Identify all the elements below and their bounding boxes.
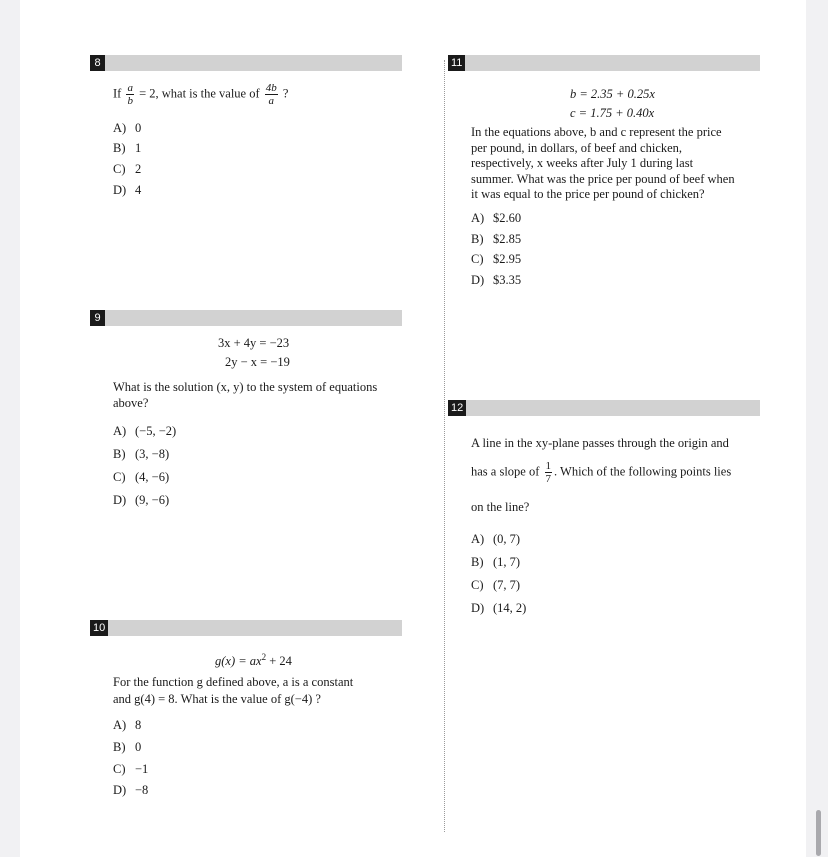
- choice-b[interactable]: B) $2.85: [471, 232, 522, 246]
- stem-text: ?: [282, 86, 289, 101]
- choice-d[interactable]: D) 4: [113, 183, 142, 197]
- question-11-header: [448, 55, 760, 71]
- equation-2: 2y − x = −19: [225, 355, 290, 369]
- stem-line: per pound, in dollars, of beef and chicken,: [471, 141, 683, 155]
- scrollbar-thumb[interactable]: [816, 810, 821, 856]
- choice-a[interactable]: A) $2.60: [471, 211, 522, 225]
- question-12-line2: has a slope of $\frac{1}{7}$ . Which of the following points lies: [471, 460, 732, 485]
- question-10-stem-line1: For the function g defined above, a is a constant: [113, 675, 354, 689]
- question-12-line3: on the line?: [471, 500, 530, 514]
- question-number: 11: [448, 55, 465, 71]
- question-10-stem-line2: and g(4) = 8. What is the value of g(−4) ?: [113, 692, 321, 706]
- question-number: 8: [90, 55, 105, 71]
- stem-text: If: [113, 86, 122, 101]
- question-12-header: [448, 400, 760, 416]
- question-number: 10: [90, 620, 108, 636]
- choice-c[interactable]: C) −1: [113, 762, 149, 776]
- choice-c[interactable]: C) 2: [113, 162, 142, 176]
- equation-chicken: c = 1.75 + 0.40x: [570, 106, 655, 120]
- test-page: [20, 0, 806, 857]
- choice-c[interactable]: C) $2.95: [471, 252, 522, 266]
- choice-b[interactable]: B) (3, −8): [113, 447, 170, 461]
- question-10-header: [90, 620, 402, 636]
- stem-line: it was equal to the price per pound of chicken?: [471, 187, 705, 201]
- question-8-stem: [113, 82, 288, 107]
- choice-d[interactable]: D) (9, −6): [113, 493, 170, 507]
- choice-b[interactable]: B) 0: [113, 740, 142, 754]
- choice-d[interactable]: D) (14, 2): [471, 601, 527, 615]
- fraction-4b-over-a: $\frac{4b}{a}$: [265, 82, 277, 107]
- choice-c[interactable]: C) (4, −6): [113, 470, 170, 484]
- stem-line: respectively, x weeks after July 1 during last: [471, 156, 694, 170]
- choice-d[interactable]: D) −8: [113, 783, 149, 797]
- choice-a[interactable]: A) (−5, −2): [113, 424, 177, 438]
- question-9-stem: What is the solution (x, y) to the system of equations above?: [113, 380, 378, 410]
- choice-c[interactable]: C) (7, 7): [471, 578, 521, 592]
- question-number: 9: [90, 310, 105, 326]
- equation-1: 3x + 4y = −23: [218, 336, 290, 350]
- equation-beef: b = 2.35 + 0.25x: [570, 87, 655, 101]
- fraction-one-seventh: $\frac{1}{7}$: [545, 460, 552, 485]
- choice-b[interactable]: B) 1: [113, 141, 142, 155]
- question-12-line1: A line in the xy-plane passes through the origin and: [471, 436, 729, 450]
- question-number: 12: [448, 400, 466, 416]
- question-8-header: [90, 55, 402, 71]
- choice-a[interactable]: A) (0, 7): [471, 532, 521, 546]
- column-divider: [444, 60, 445, 832]
- stem-line: summer. What was the price per pound of beef when: [471, 172, 735, 186]
- question-9-header: [90, 310, 402, 326]
- choice-a[interactable]: A) 0: [113, 121, 142, 135]
- function-definition: $g(x) = ax^2 + 24$: [215, 652, 292, 669]
- choice-d[interactable]: D) $3.35: [471, 273, 522, 287]
- stem-text: = 2, what is the value of: [139, 86, 260, 101]
- fraction-a-over-b: $\frac{a}{b}$: [127, 82, 133, 107]
- choice-a[interactable]: A) 8: [113, 718, 142, 732]
- stem-line: In the equations above, b and c represent the price: [471, 125, 722, 139]
- choice-b[interactable]: B) (1, 7): [471, 555, 521, 569]
